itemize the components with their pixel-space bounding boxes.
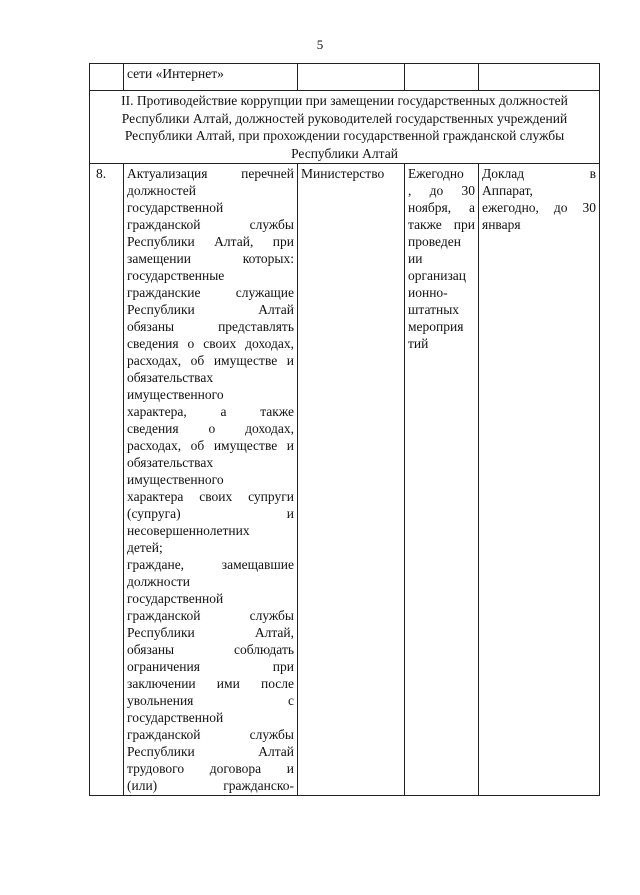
- description-line: государственной: [127, 710, 224, 725]
- description-line: обязательствах: [127, 370, 214, 385]
- report-line: Аппарат,: [482, 183, 533, 198]
- row-executor: Министерство: [298, 164, 405, 796]
- description-line: имущественного: [127, 472, 224, 487]
- description-line: гражданской службы: [127, 217, 294, 232]
- report-line: января: [482, 217, 521, 232]
- description-line: государственной: [127, 591, 224, 606]
- description-line: имущественного: [127, 387, 224, 402]
- page-number: 5: [316, 37, 324, 52]
- description-line: гражданской службы: [127, 608, 294, 623]
- description-line: (супруга) и: [127, 506, 294, 521]
- description-line: должностей: [127, 183, 196, 198]
- description-line: обязательствах: [127, 455, 214, 470]
- row-deadline: [405, 164, 479, 796]
- deadline-line: , до 30: [408, 183, 475, 198]
- table-row-8: [90, 164, 600, 796]
- description-line: гражданские служащие: [127, 285, 294, 300]
- cell-executor-empty: [298, 64, 405, 91]
- deadline-line: организац: [408, 268, 467, 283]
- report-line: ежегодно, до 30: [482, 200, 596, 215]
- description-line: Актуализация перечней: [127, 166, 294, 181]
- description-line: (или) гражданско-: [127, 778, 294, 793]
- row-report: [479, 164, 600, 796]
- description-line: должности: [127, 574, 190, 589]
- deadline-line: ноября, а: [408, 200, 475, 215]
- description-line: обязаны соблюдать: [127, 642, 294, 657]
- cell-report-empty: [479, 64, 600, 91]
- description-lines: [127, 165, 294, 794]
- description-line: Республики Алтай: [127, 302, 294, 317]
- report-line: Доклад в: [482, 166, 596, 181]
- cell-number-empty: [90, 64, 124, 91]
- deadline-line: ионно-: [408, 285, 448, 300]
- deadline-line: проведен: [408, 234, 461, 249]
- row-description: [124, 164, 298, 796]
- report-lines: [482, 165, 596, 233]
- description-line: увольнения с: [127, 693, 294, 708]
- description-line: государственной: [127, 200, 224, 215]
- description-line: детей;: [127, 540, 163, 555]
- description-line: Республики Алтай, при: [127, 234, 294, 249]
- description-line: Республики Алтай,: [127, 625, 294, 640]
- description-line: характера, а также: [127, 404, 294, 419]
- row-number: 8.: [90, 164, 124, 796]
- description-line: заключении ими после: [127, 676, 294, 691]
- description-line: расходах, об имуществе и: [127, 438, 294, 453]
- section-title: II. Противодействие коррупции при замещении государственных должностей Республики Алтай, должностей руководителей государственных учреждений Республики Алтай, при прохождении государственной гражданской службы Республики Алтай: [90, 91, 600, 164]
- description-line: ограничения при: [127, 659, 294, 674]
- description-line: обязаны представлять: [127, 319, 294, 334]
- description-line: гражданской службы: [127, 727, 294, 742]
- description-line: сведения о своих доходах,: [127, 336, 294, 351]
- description-line: несовершеннолетних: [127, 523, 250, 538]
- deadline-line: также при: [408, 217, 475, 232]
- measures-table: [89, 63, 600, 796]
- description-line: трудового договора и: [127, 761, 294, 776]
- description-line: государственные: [127, 268, 225, 283]
- table-row-continuation: [90, 64, 600, 91]
- deadline-line: Ежегодно: [408, 166, 464, 181]
- deadline-line: штатных: [408, 302, 460, 317]
- deadline-lines: [408, 165, 475, 352]
- deadline-line: мероприя: [408, 319, 464, 334]
- description-line: Республики Алтай: [127, 744, 294, 759]
- description-line: расходах, об имуществе и: [127, 353, 294, 368]
- deadline-line: тий: [408, 336, 429, 351]
- section-header-row: [90, 91, 600, 164]
- description-line: граждане, замещавшие: [127, 557, 294, 572]
- cell-deadline-empty: [405, 64, 479, 91]
- deadline-line: ии: [408, 251, 423, 266]
- cell-continuation-text: сети «Интернет»: [124, 64, 298, 91]
- description-line: характера своих супруги: [127, 489, 294, 504]
- description-line: замещении которых:: [127, 251, 294, 266]
- description-line: сведения о доходах,: [127, 421, 294, 436]
